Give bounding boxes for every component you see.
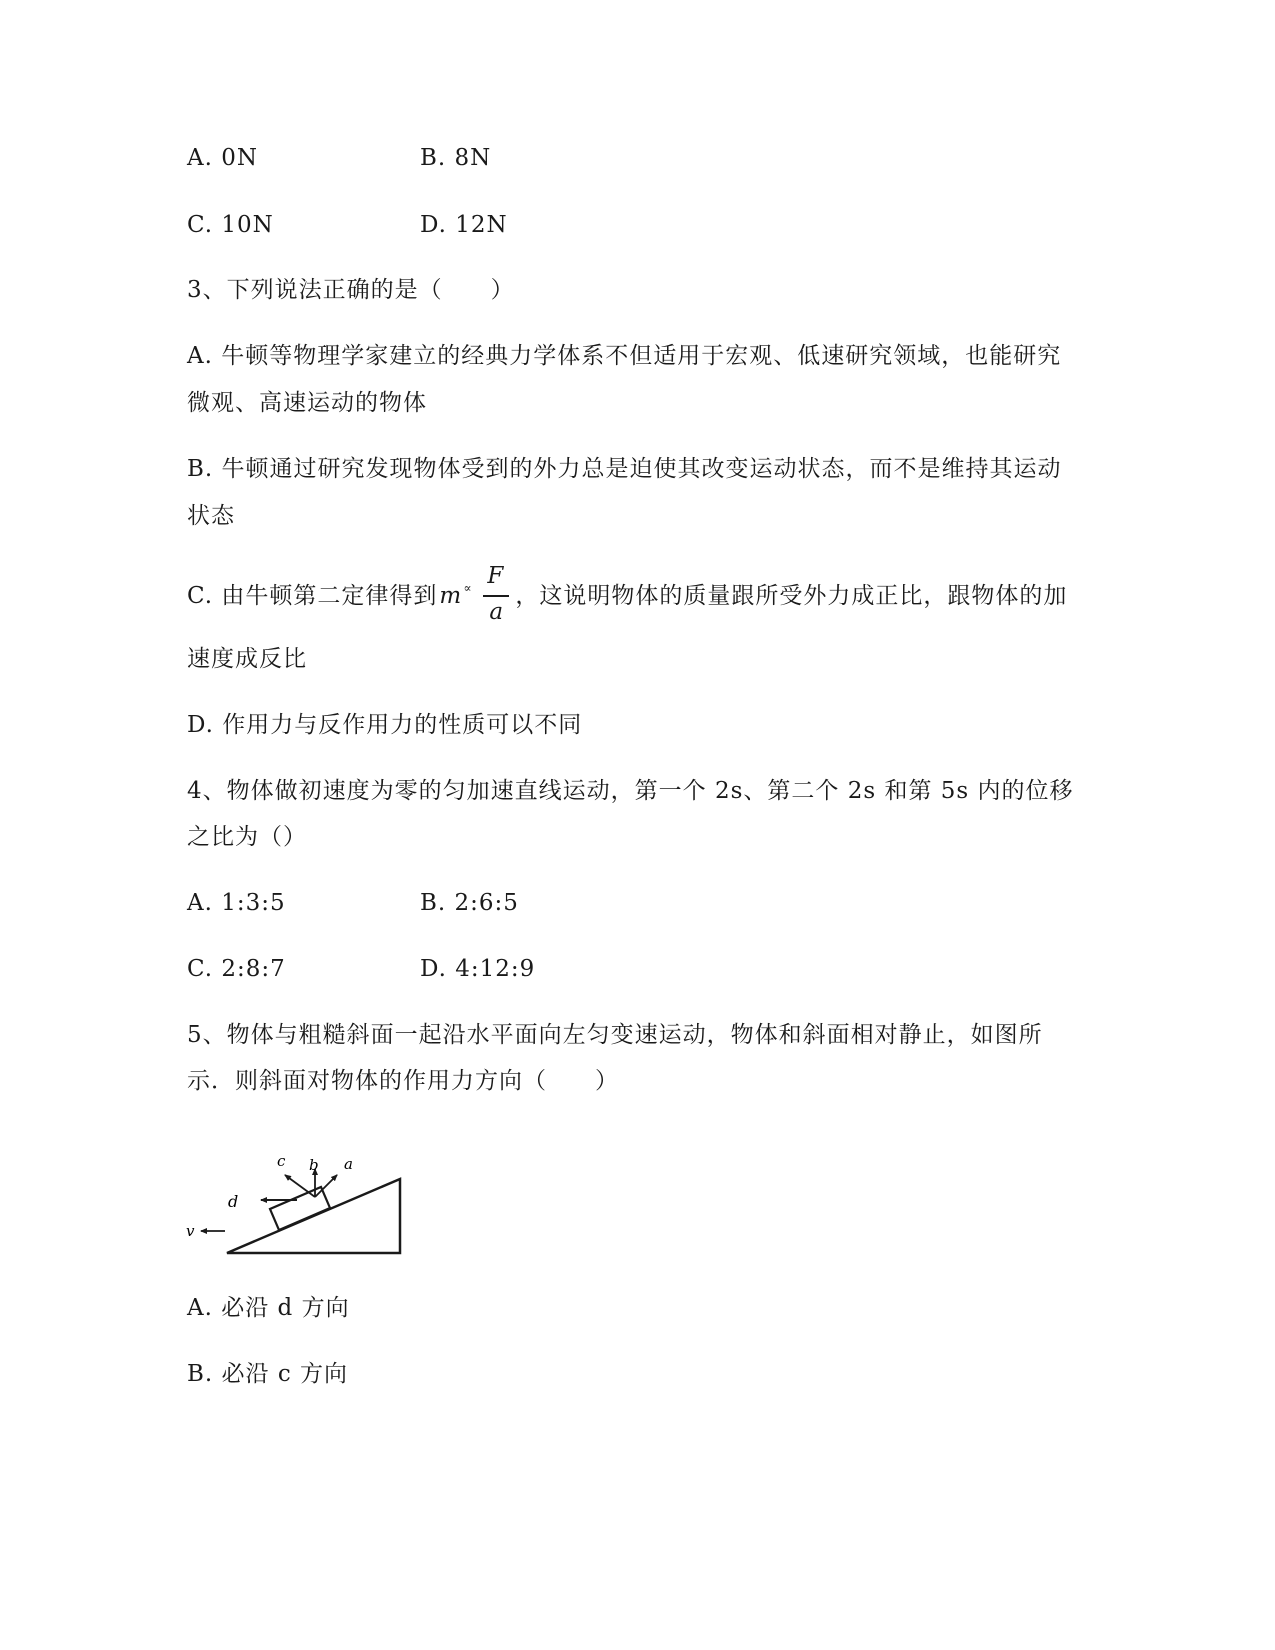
formula-numerator: F [487,563,505,589]
q4-option-d: D. 4:12:9 [420,956,536,982]
q4-stem-line1: 4、物体做初速度为零的匀加速直线运动，第一个 2s、第二个 2s 和第 5s 内的位移 [187,778,1074,804]
q3-option-c-prefix: C. 由牛顿第二定律得到 [187,583,438,609]
proportional-formula [437,563,515,625]
label-a: a [344,1155,353,1173]
q4-stem-line2: 之比为（） [187,824,307,850]
q4-option-c: C. 2:8:7 [187,956,286,982]
q2-option-b: B. 8N [420,145,492,171]
q5-stem-line2: 示．则斜面对物体的作用力方向（ ） [187,1068,619,1094]
q3-option-c-line1 [187,563,1068,625]
block [270,1187,330,1230]
q5-stem-line1: 5、物体与粗糙斜面一起沿水平面向左匀变速运动，物体和斜面相对静止，如图所 [187,1022,1043,1048]
q4-option-b: B. 2:6:5 [420,890,519,916]
q4-option-a: A. 1:3:5 [187,890,286,916]
label-b: b [309,1156,319,1175]
q5-option-a: A. 必沿 d 方向 [187,1295,350,1321]
incline-figure [185,1155,415,1275]
q3-option-c-line2: 速度成反比 [187,646,307,672]
q3-option-d: D. 作用力与反作用力的性质可以不同 [187,712,583,738]
formula-lhs: m [439,583,463,609]
q5-option-b: B. 必沿 c 方向 [187,1361,349,1387]
arrow-c [285,1175,315,1197]
formula-denominator: a [489,599,505,625]
arrow-a [315,1175,337,1197]
formula-relation: ∝ [463,581,472,595]
label-c: c [277,1155,286,1170]
label-d: d [228,1192,239,1211]
q3-option-b-line1: B. 牛顿通过研究发现物体受到的外力总是迫使其改变运动状态，而不是维持其运动 [187,456,1062,482]
q3-stem: 3、下列说法正确的是（ ） [187,277,515,303]
q2-option-c: C. 10N [187,212,274,238]
q2-option-d: D. 12N [420,212,508,238]
q3-option-c-suffix: ，这说明物体的质量跟所受外力成正比，跟物体的加 [515,583,1068,609]
q3-option-a-line1: A. 牛顿等物理学家建立的经典力学体系不但适用于宏观、低速研究领域，也能研究 [187,343,1062,369]
q3-option-a-line2: 微观、高速运动的物体 [187,390,427,416]
label-v: v [186,1222,195,1240]
q2-option-a: A. 0N [187,145,258,171]
q3-option-b-line2: 状态 [187,503,235,529]
